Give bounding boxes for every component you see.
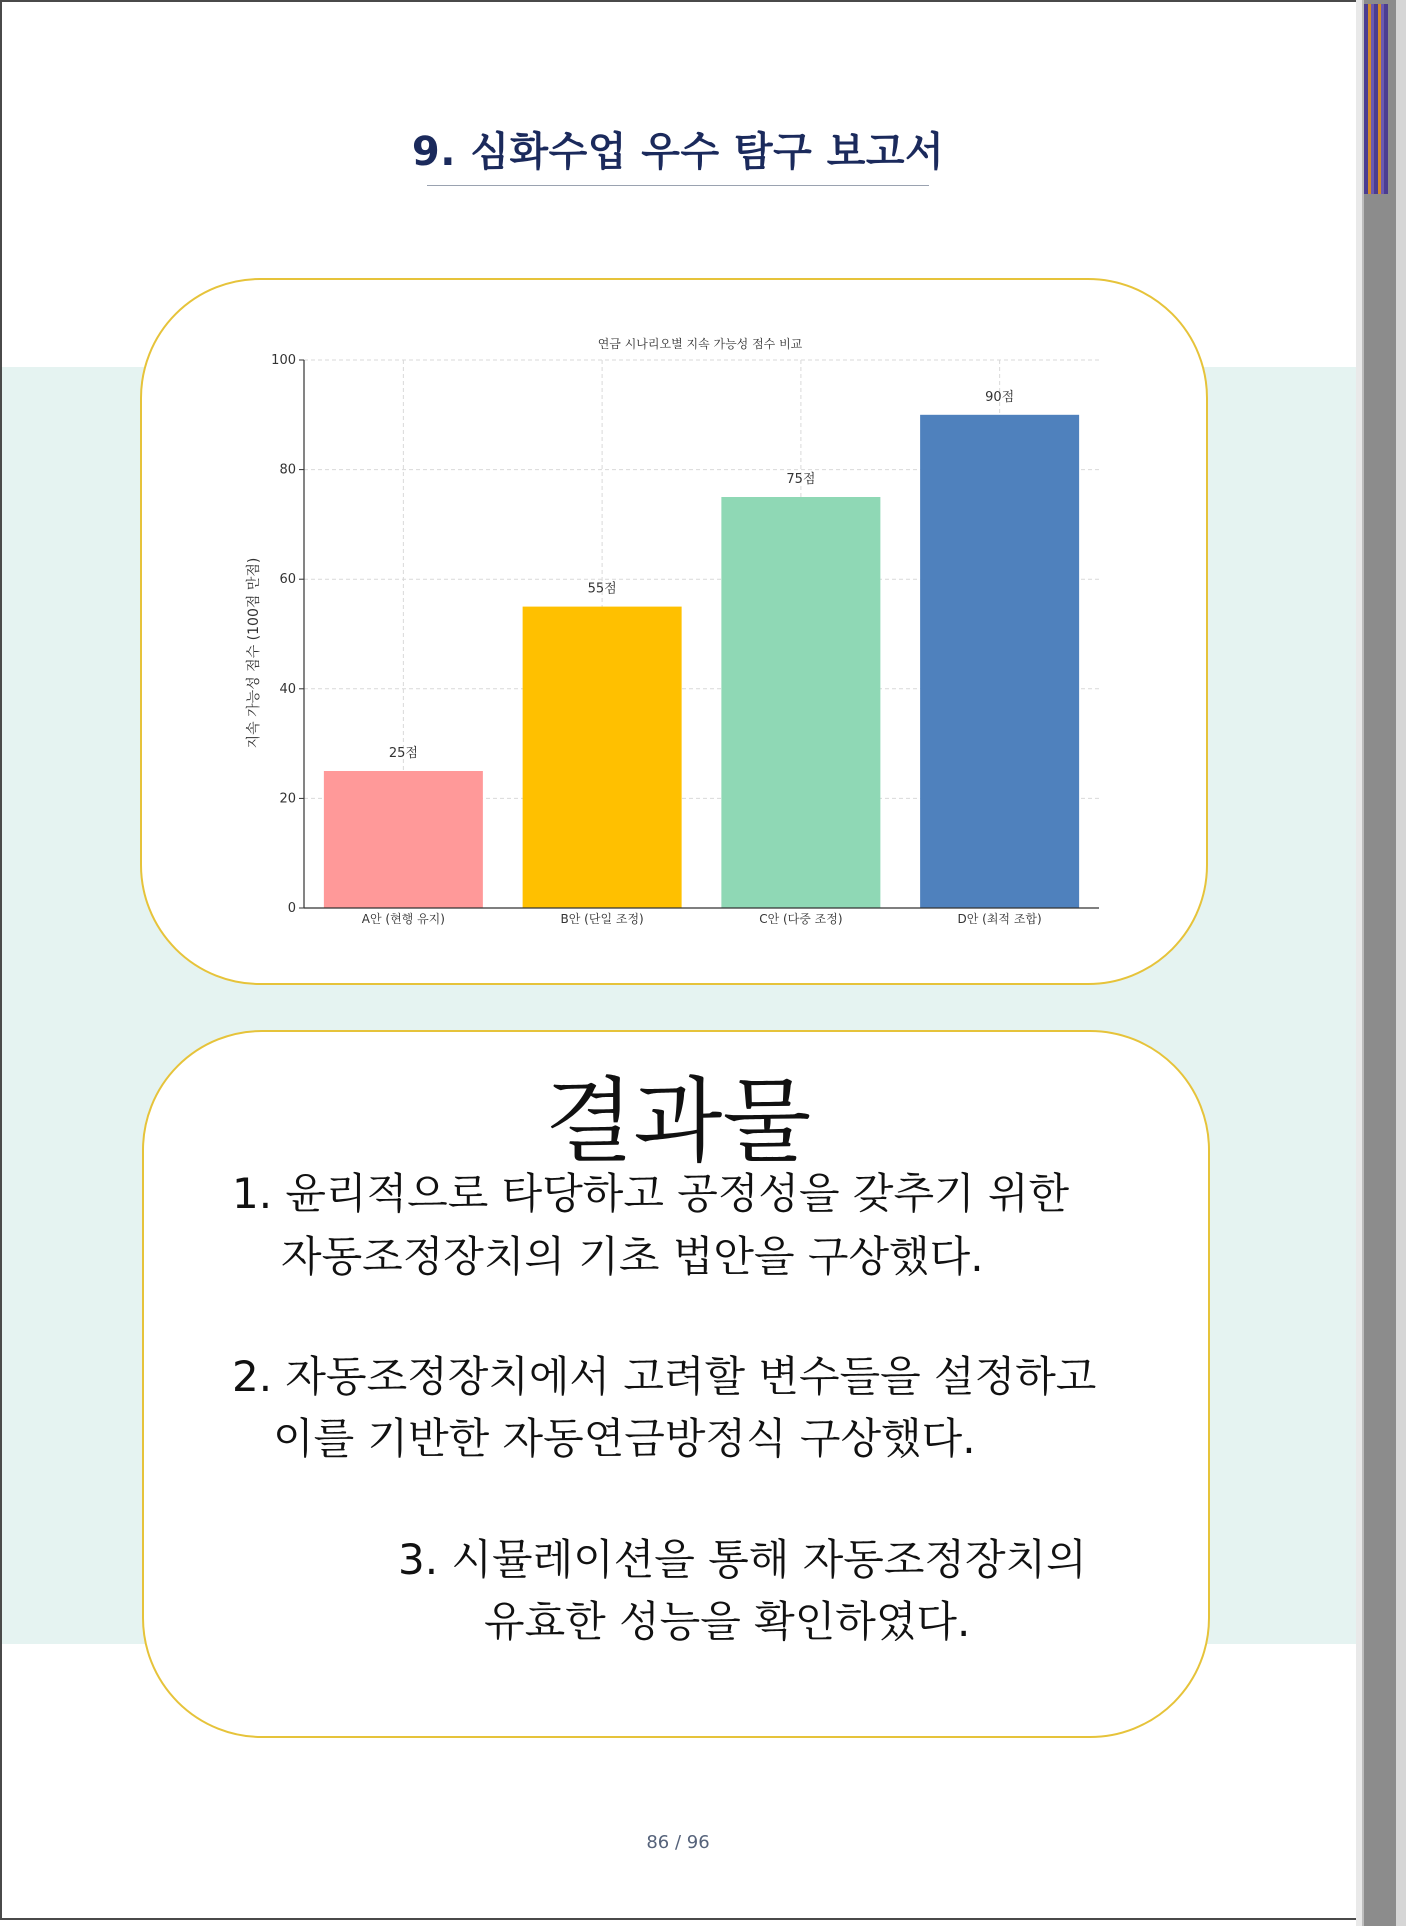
bar-value-label-4: 90점 — [985, 389, 1015, 405]
bar-value-label-1: 25점 — [388, 746, 418, 761]
bar-4 — [920, 415, 1079, 908]
bar-value-label-2: 55점 — [587, 581, 617, 597]
x-tick-label-4: D안 (최적 조합) — [957, 912, 1042, 926]
title-underline — [427, 185, 929, 186]
y-tick-label-2: 40 — [279, 681, 296, 697]
x-tick-label-1: A안 (현행 유지) — [361, 912, 445, 926]
page-title: 9. 심화수업 우수 탐구 보고서 — [411, 129, 945, 175]
result-item-1-line-1: 1. 윤리적으로 타당하고 공정성을 갖추기 위한 — [232, 1169, 1070, 1218]
result-item-2-line-2: 이를 기반한 자동연금방정식 구상했다. — [273, 1414, 976, 1463]
chart-title: 연금 시나리오별 지속 가능성 점수 비교 — [597, 337, 803, 351]
bar-chart — [142, 280, 1210, 987]
result-item-2-line-1: 2. 자동조정장치에서 고려할 변수들을 설정하고 — [232, 1352, 1097, 1401]
results-heading: 결과물 — [544, 1068, 812, 1175]
y-tick-label-3: 60 — [279, 572, 296, 588]
x-tick-label-3: C안 (다중 조정) — [759, 912, 843, 926]
bars — [324, 389, 1079, 908]
y-tick-label-0: 0 — [287, 901, 296, 916]
result-item-1-line-2: 자동조정장치의 기초 법안을 구상했다. — [281, 1232, 984, 1281]
bar-1 — [324, 771, 483, 908]
y-axis-label: 지속 가능성 점수 (100점 만점) — [246, 557, 262, 749]
y-tick-label-4: 80 — [279, 462, 296, 478]
page-number: 86 / 96 — [646, 1832, 710, 1853]
x-tick-label-2: B안 (단일 조정) — [560, 912, 644, 926]
bar-value-label-3: 75점 — [786, 472, 816, 487]
book-spine-stripes — [1364, 4, 1388, 194]
bar-3 — [721, 497, 880, 908]
y-tick-label-5: 100 — [271, 353, 296, 368]
page-stack-edge — [1356, 0, 1406, 1926]
result-item-3-line-1: 3. 시뮬레이션을 통해 자동조정장치의 — [398, 1535, 1087, 1584]
bar-2 — [523, 607, 682, 908]
chart-card — [140, 278, 1208, 985]
y-tick-label-1: 20 — [279, 791, 296, 807]
result-item-3-line-2: 유효한 성능을 확인하였다. — [484, 1597, 971, 1646]
